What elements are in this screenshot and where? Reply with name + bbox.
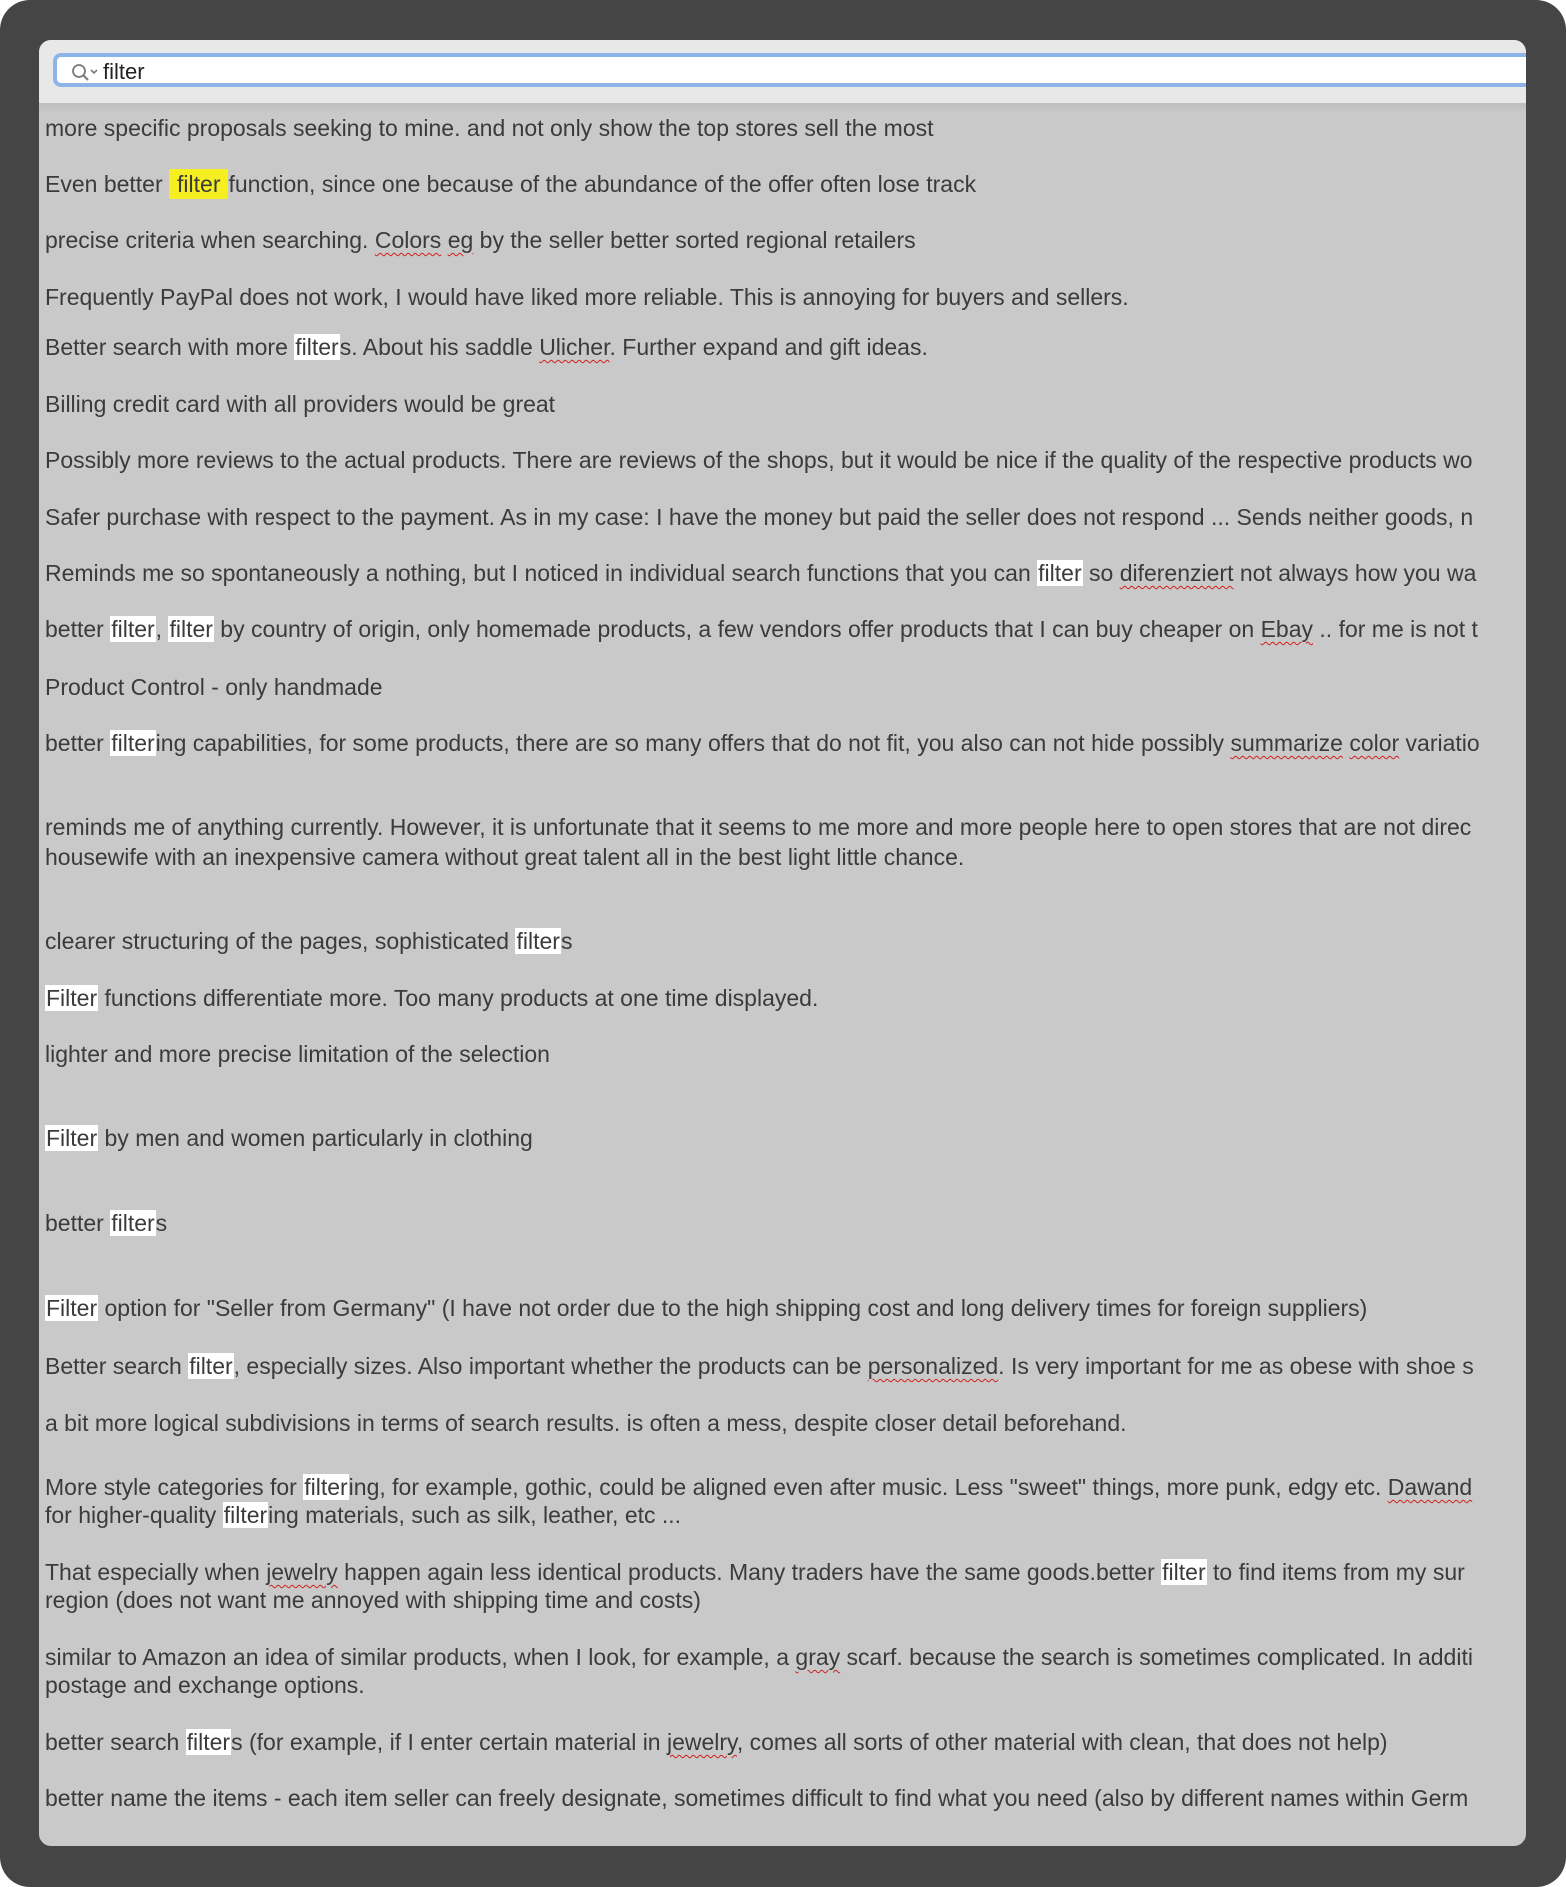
result-line[interactable] bbox=[45, 114, 1526, 143]
search-match-highlight: filter bbox=[304, 1474, 348, 1500]
result-line[interactable] bbox=[45, 283, 1526, 312]
misspelled-word: eg bbox=[447, 227, 474, 253]
result-line[interactable] bbox=[45, 226, 1526, 255]
result-text: That especially when bbox=[45, 1559, 267, 1585]
result-text: ing, for example, gothic, could be aligned even after music. Less "sweet" things, more punk, edgy etc. bbox=[348, 1474, 1388, 1500]
result-text: . Further expand and gift ideas. bbox=[609, 334, 928, 360]
result-line[interactable] bbox=[45, 1586, 1526, 1615]
search-match-highlight: filter bbox=[1038, 560, 1082, 586]
misspelled-word: color bbox=[1349, 730, 1400, 756]
search-match-highlight: filter bbox=[295, 334, 339, 360]
misspelled-word: Dawand bbox=[1387, 1474, 1473, 1500]
result-text: reminds me of anything currently. However, it is unfortunate that it seems to me more and more people here to open stores that are not direc bbox=[45, 814, 1472, 840]
result-text: Better search with more bbox=[45, 334, 295, 360]
result-text: , comes all sorts of other material with clean, that does not help) bbox=[736, 1729, 1388, 1755]
result-text: , bbox=[155, 616, 169, 642]
result-line[interactable] bbox=[45, 729, 1526, 758]
result-text: precise criteria when searching. bbox=[45, 227, 375, 253]
result-line[interactable] bbox=[45, 559, 1526, 588]
search-input[interactable] bbox=[103, 59, 703, 85]
search-match-highlight: Filter bbox=[46, 985, 98, 1011]
result-text: ing materials, such as silk, leather, etc ... bbox=[268, 1502, 682, 1528]
result-line[interactable] bbox=[45, 615, 1526, 644]
result-text: s bbox=[560, 928, 573, 954]
result-text: s. About his saddle bbox=[339, 334, 540, 360]
results-list[interactable] bbox=[39, 103, 1526, 1846]
result-text: not always how you wa bbox=[1233, 560, 1477, 586]
result-text: better bbox=[45, 730, 111, 756]
result-line[interactable] bbox=[45, 390, 1526, 419]
misspelled-word: jewelry bbox=[266, 1559, 338, 1585]
result-line[interactable] bbox=[45, 1671, 1526, 1700]
result-line[interactable] bbox=[45, 1643, 1526, 1672]
misspelled-word: Ulicher bbox=[539, 334, 610, 360]
misspelled-word: jewelry bbox=[666, 1729, 737, 1755]
result-line[interactable] bbox=[45, 1409, 1526, 1438]
result-line[interactable] bbox=[45, 927, 1526, 956]
result-line[interactable] bbox=[45, 333, 1526, 362]
result-text: scarf. because the search is sometimes complicated. In additi bbox=[840, 1644, 1473, 1670]
search-match-highlight: filter bbox=[169, 616, 213, 642]
result-text: Possibly more reviews to the actual products. There are reviews of the shops, but it would be nice if the quality of the respective products wo bbox=[45, 447, 1473, 473]
result-line[interactable] bbox=[45, 1473, 1526, 1502]
result-text: Better search bbox=[45, 1353, 189, 1379]
result-line[interactable] bbox=[45, 1352, 1526, 1381]
current-match-highlight: filter bbox=[169, 169, 228, 199]
result-text: to find items from my sur bbox=[1206, 1559, 1465, 1585]
result-text: Safer purchase with respect to the payment. As in my case: I have the money but paid the seller does not respond ... Sends neither goods, n bbox=[45, 504, 1474, 530]
result-text: for higher-quality bbox=[45, 1502, 223, 1528]
search-match-highlight: Filter bbox=[46, 1125, 98, 1151]
result-text: region (does not want me annoyed with shipping time and costs) bbox=[45, 1587, 701, 1613]
result-text: a bit more logical subdivisions in terms of search results. is often a mess, despite closer detail beforehand. bbox=[45, 1410, 1127, 1436]
result-text: option for "Seller from Germany" (I have not order due to the high shipping cost and long delivery times for foreign suppliers) bbox=[98, 1295, 1368, 1321]
misspelled-word: personalized bbox=[867, 1353, 999, 1379]
result-text: function, since one because of the abundance of the offer often lose track bbox=[228, 171, 977, 197]
result-text: by country of origin, only homemade products, a few vendors offer products that I can buy cheaper on bbox=[213, 616, 1261, 642]
result-line[interactable] bbox=[45, 673, 1526, 702]
search-match-highlight: filter bbox=[516, 928, 560, 954]
result-text: similar to Amazon an idea of similar products, when I look, for example, a bbox=[45, 1644, 796, 1670]
result-line[interactable] bbox=[45, 1294, 1526, 1323]
result-text: , especially sizes. Also important whether the products can be bbox=[233, 1353, 868, 1379]
result-text: functions differentiate more. Too many products at one time displayed. bbox=[98, 985, 819, 1011]
result-line[interactable] bbox=[45, 984, 1526, 1013]
result-text: postage and exchange options. bbox=[45, 1672, 365, 1698]
result-text: better bbox=[45, 616, 111, 642]
result-text: Even better bbox=[45, 171, 170, 197]
result-text: clearer structuring of the pages, sophisticated bbox=[45, 928, 516, 954]
misspelled-word: summarize bbox=[1230, 730, 1343, 756]
search-match-highlight: filter bbox=[186, 1729, 231, 1755]
result-text: more specific proposals seeking to mine. and not only show the top stores sell the most bbox=[45, 115, 934, 141]
result-line[interactable] bbox=[45, 170, 1526, 199]
search-match-highlight: filter bbox=[1162, 1559, 1206, 1585]
result-text: s (for example, if I enter certain material in bbox=[231, 1729, 667, 1755]
result-text: Billing credit card with all providers would be great bbox=[45, 391, 556, 417]
result-line[interactable] bbox=[45, 843, 1526, 872]
result-line[interactable] bbox=[45, 1040, 1526, 1069]
result-line[interactable] bbox=[45, 1558, 1526, 1587]
result-text: lighter and more precise limitation of the selection bbox=[45, 1041, 550, 1067]
result-line[interactable] bbox=[45, 1784, 1526, 1813]
result-text: s bbox=[155, 1210, 168, 1236]
misspelled-word: Ebay bbox=[1260, 616, 1314, 642]
result-text: by men and women particularly in clothing bbox=[98, 1125, 533, 1151]
result-text: better bbox=[45, 1210, 111, 1236]
result-text: Reminds me so spontaneously a nothing, but I noticed in individual search functions that you can bbox=[45, 560, 1038, 586]
search-match-highlight: filter bbox=[223, 1502, 268, 1528]
result-text: by the seller better sorted regional retailers bbox=[473, 227, 916, 253]
misspelled-word: gray bbox=[795, 1644, 841, 1670]
results-window bbox=[39, 40, 1526, 1846]
result-text: .. for me is not t bbox=[1313, 616, 1478, 642]
result-text: so bbox=[1082, 560, 1120, 586]
result-line[interactable] bbox=[45, 503, 1526, 532]
search-field[interactable] bbox=[53, 53, 1526, 87]
result-text: better search bbox=[45, 1729, 186, 1755]
result-line[interactable] bbox=[45, 1124, 1526, 1153]
search-match-highlight: filter bbox=[111, 1210, 155, 1236]
search-match-highlight: filter bbox=[111, 730, 155, 756]
search-icon[interactable] bbox=[71, 63, 99, 83]
result-text: happen again less identical products. Many traders have the same goods.better bbox=[337, 1559, 1162, 1585]
result-line[interactable] bbox=[45, 1501, 1526, 1530]
search-match-highlight: Filter bbox=[46, 1295, 98, 1321]
result-line[interactable] bbox=[45, 1728, 1526, 1757]
result-text: More style categories for bbox=[45, 1474, 304, 1500]
result-text: Product Control - only handmade bbox=[45, 674, 383, 700]
search-match-highlight: filter bbox=[189, 1353, 233, 1379]
result-text: better name the items - each item seller can freely designate, sometimes difficult to find what you need (also by different names within Germ bbox=[45, 1785, 1469, 1811]
search-match-highlight: filter bbox=[111, 616, 155, 642]
search-toolbar bbox=[39, 40, 1526, 103]
result-text: Frequently PayPal does not work, I would have liked more reliable. This is annoying for buyers and sellers. bbox=[45, 284, 1129, 310]
result-line[interactable] bbox=[45, 446, 1526, 475]
misspelled-word: Colors bbox=[374, 227, 442, 253]
result-text: . Is very important for me as obese with shoe s bbox=[998, 1353, 1474, 1379]
result-line[interactable] bbox=[45, 1209, 1526, 1238]
result-text: ing capabilities, for some products, there are so many offers that do not fit, you also can not hide possibly bbox=[155, 730, 1231, 756]
misspelled-word: diferenziert bbox=[1119, 560, 1234, 586]
result-line[interactable] bbox=[45, 813, 1526, 842]
result-text: housewife with an inexpensive camera without great talent all in the best light little chance. bbox=[45, 844, 965, 870]
result-text: variatio bbox=[1399, 730, 1480, 756]
